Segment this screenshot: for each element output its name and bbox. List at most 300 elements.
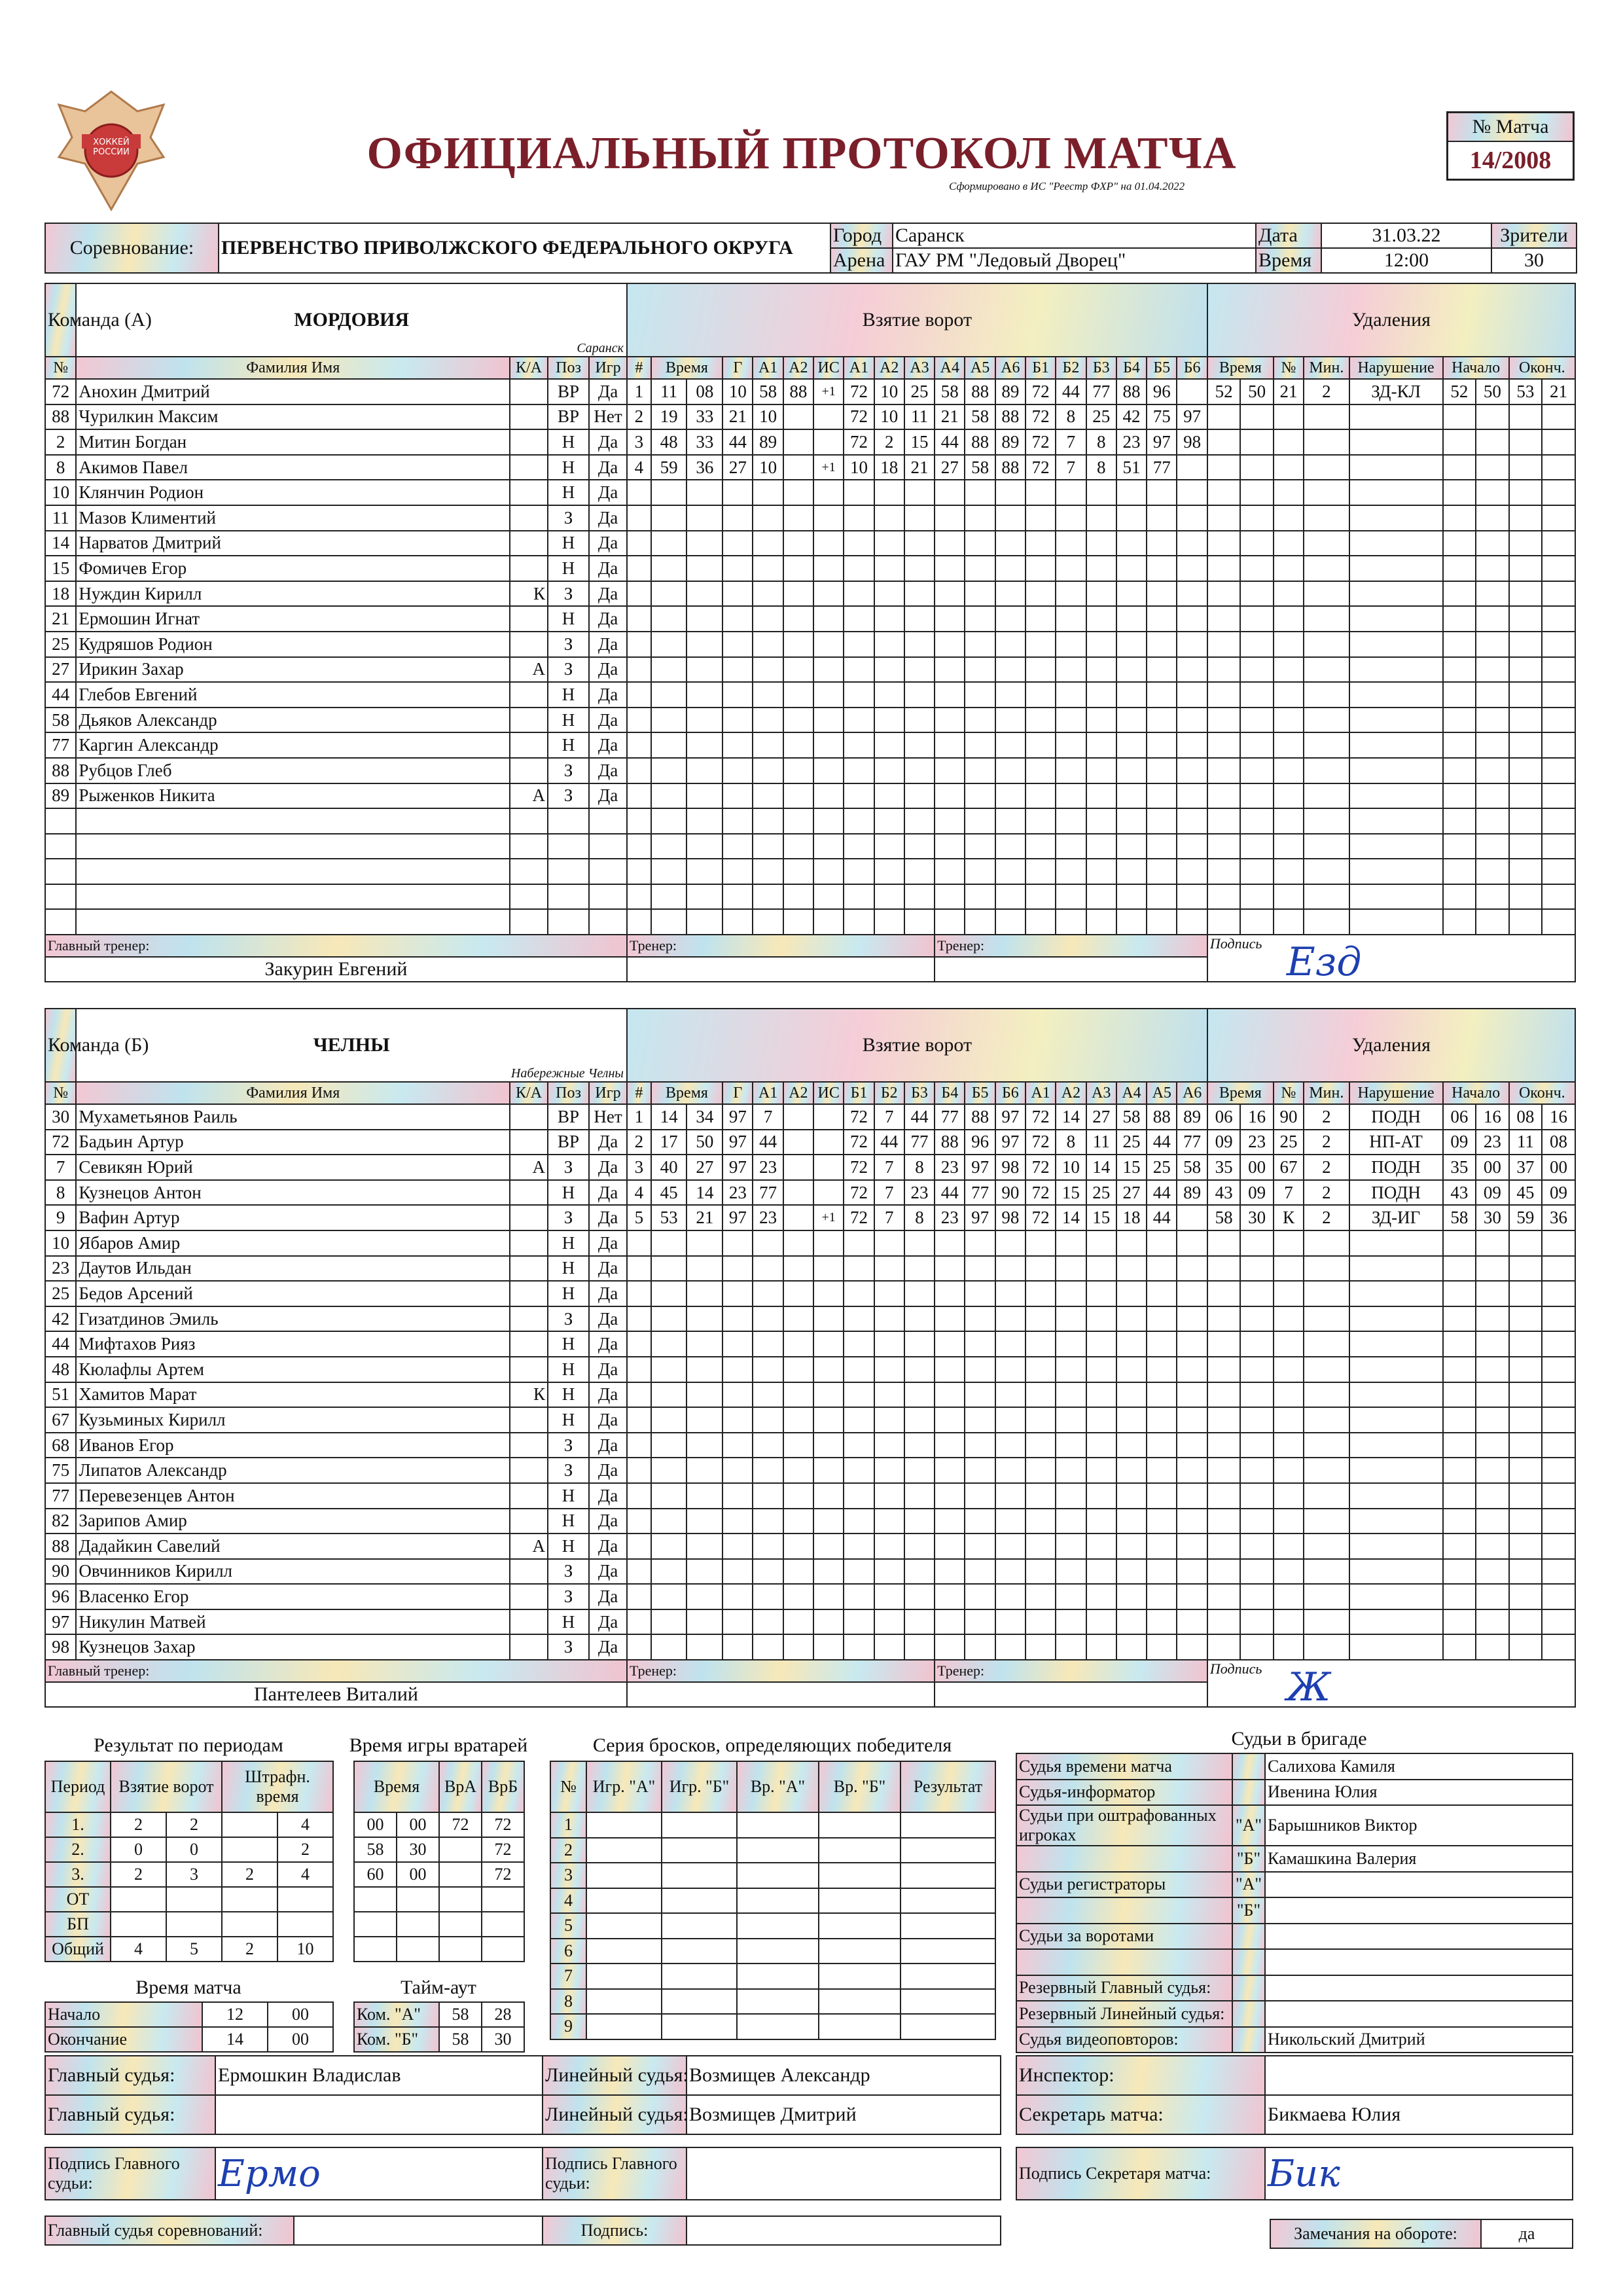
team_a-goal-cell xyxy=(783,455,813,480)
team_a-player-cell: Да xyxy=(589,657,627,683)
team_b-goal-cell xyxy=(1056,1534,1086,1559)
team_b-goal-cell: 8 xyxy=(1056,1130,1086,1155)
team_b-player-cell: 8 xyxy=(45,1180,76,1206)
team_b-row xyxy=(45,1205,1575,1230)
team_a-pen-cell xyxy=(1304,783,1349,809)
team_a-goal-cell xyxy=(1056,657,1086,683)
officials-cell: "Б" xyxy=(1232,1897,1265,1924)
team_b-pen-cell xyxy=(1207,1407,1240,1433)
team_b-pen-cell xyxy=(1304,1357,1349,1382)
team_a-goal-cell xyxy=(1056,480,1086,505)
team_b-pen-cell xyxy=(1443,1230,1476,1256)
team_b-goal-cell xyxy=(995,1331,1026,1357)
spectators-label: Зрители xyxy=(1491,223,1577,248)
team_b-pen-cell: 06 xyxy=(1443,1104,1476,1130)
team_b-pen-cell xyxy=(1509,1609,1542,1635)
team_b-goal-cell xyxy=(874,1634,904,1660)
team_b-goal-cell: 14 xyxy=(687,1180,722,1206)
team_b-goal-cell: 72 xyxy=(1026,1180,1056,1206)
team_b-goal-cell xyxy=(687,1407,722,1433)
team_b-goal-cell xyxy=(783,1306,813,1332)
team_a-goal-cell xyxy=(627,505,651,531)
team_b-goal-cell xyxy=(965,1458,995,1483)
team_b-player-cell: Да xyxy=(589,1281,627,1306)
team_b-pen-cell: 00 xyxy=(1542,1155,1575,1180)
team_a-goal-cell xyxy=(813,708,844,733)
team_b-col-goal-9: Б4 xyxy=(935,1082,965,1104)
team_a-pen-cell xyxy=(1443,632,1476,657)
team_a-goal-cell xyxy=(1116,859,1147,884)
team_b-pen-cell xyxy=(1542,1458,1575,1483)
team_b-pen-cell: 67 xyxy=(1274,1155,1304,1180)
team_a-goal-cell xyxy=(1147,657,1177,683)
team_b-goal-cell xyxy=(651,1509,687,1534)
team_b-goal-cell: 5 xyxy=(627,1205,651,1230)
team_a-goal-cell: 88 xyxy=(995,455,1026,480)
team_a-goal-cell xyxy=(687,581,722,607)
team_a-player-cell: Н xyxy=(548,606,589,632)
team_a-goal-cell xyxy=(1026,808,1056,834)
team_a-goal-cell xyxy=(1177,808,1207,834)
team_b-goal-cell: 15 xyxy=(1116,1155,1147,1180)
team_b-row xyxy=(45,1609,1575,1635)
team_b-pen-cell: К xyxy=(1274,1205,1304,1230)
team_a-pen-cell xyxy=(1240,808,1273,834)
team_a-pen-cell xyxy=(1207,732,1240,758)
team_a-pen-cell xyxy=(1207,682,1240,708)
team_a-goal-cell xyxy=(1147,682,1177,708)
inspector-table xyxy=(1016,2055,1573,2135)
team_b-goal-cell xyxy=(783,1382,813,1408)
team_a-player-cell: Да xyxy=(589,708,627,733)
officials-cell: Судьи регистраторы xyxy=(1016,1872,1232,1898)
team_b-goal-cell xyxy=(813,1609,844,1635)
team_b-player-cell xyxy=(510,1433,548,1458)
match-time-table xyxy=(45,2001,334,2053)
team_b-pen-cell xyxy=(1443,1609,1476,1635)
team_b-goal-cell xyxy=(965,1230,995,1256)
team_a-pen-cell xyxy=(1509,632,1542,657)
goalie-time-cell: 00 xyxy=(397,1812,439,1837)
team_b-player-cell: Н xyxy=(548,1256,589,1282)
team_a-goal-cell: 97 xyxy=(1147,429,1177,455)
team_b-pen-cell xyxy=(1542,1634,1575,1660)
team_a-pen-cell xyxy=(1349,505,1443,531)
team_a-goal-cell xyxy=(783,606,813,632)
team_a-goal-cell xyxy=(651,480,687,505)
team_a-goal-cell xyxy=(651,581,687,607)
team_b-goal-cell xyxy=(687,1281,722,1306)
team_b-signature-cell xyxy=(1207,1660,1575,1711)
team_b-pen-cell xyxy=(1240,1306,1273,1332)
team_b-row xyxy=(45,1584,1575,1609)
team_b-col-goal-11: Б6 xyxy=(995,1082,1026,1104)
team_b-pen-cell: 25 xyxy=(1274,1130,1304,1155)
team_b-player-cell: Да xyxy=(589,1433,627,1458)
team_b-goal-cell: 77 xyxy=(965,1180,995,1206)
team_a-goal-cell xyxy=(627,732,651,758)
periods-cell: 2 xyxy=(277,1837,333,1862)
officials-cell xyxy=(1232,1924,1265,1950)
team_a-goal-cell xyxy=(904,581,935,607)
team_a-goal-cell xyxy=(995,732,1026,758)
team_b-pen-cell: НП-АТ xyxy=(1349,1130,1443,1155)
team_b-goal-cell xyxy=(687,1331,722,1357)
team_a-pen-cell xyxy=(1476,758,1508,783)
team_a-pen-cell xyxy=(1542,783,1575,809)
team_a-table xyxy=(45,283,1576,986)
team_a-goal-cell xyxy=(965,606,995,632)
officials-cell xyxy=(1016,1897,1232,1924)
team_b-player-cell: Н xyxy=(548,1407,589,1433)
team_b-pen-cell xyxy=(1207,1306,1240,1332)
team_b-goal-cell xyxy=(935,1483,965,1509)
team_a-pen-cell xyxy=(1476,505,1508,531)
team_b-pen-cell xyxy=(1443,1281,1476,1306)
shootout-cell xyxy=(737,1939,819,1964)
team_a-goal-cell xyxy=(1086,657,1116,683)
team_b-goal-cell xyxy=(753,1559,783,1585)
team_a-goal-cell: 96 xyxy=(1147,379,1177,404)
team_a-goal-cell: 21 xyxy=(935,404,965,430)
team_a-goal-cell xyxy=(1116,909,1147,935)
team_b-goal-cell: 40 xyxy=(651,1155,687,1180)
team_a-player-cell: Н xyxy=(548,480,589,505)
team_b-row xyxy=(45,1433,1575,1458)
team_b-pen-cell: 06 xyxy=(1207,1104,1240,1130)
officials-title: Судьи в бригаде xyxy=(1231,1728,1367,1749)
team_b-goal-cell: 4 xyxy=(627,1180,651,1206)
team_a-player-cell xyxy=(548,884,589,910)
team_b-row xyxy=(45,1483,1575,1509)
team_a-goal-cell xyxy=(1177,505,1207,531)
goalie-head-b: ВрБ xyxy=(482,1761,524,1812)
team_b-goal-cell xyxy=(1116,1357,1147,1382)
team_a-pen-cell xyxy=(1240,480,1273,505)
team_a-goal-cell: 58 xyxy=(965,404,995,430)
team_b-player-cell: Н xyxy=(548,1534,589,1559)
shootout-cell xyxy=(819,1812,901,1838)
comp-judge-label: Главный судья соревнований: xyxy=(45,2216,294,2245)
team_b-pen-cell xyxy=(1476,1281,1508,1306)
team_a-goal-cell xyxy=(1056,808,1086,834)
team_b-pen-cell xyxy=(1304,1483,1349,1509)
team_b-goal-cell xyxy=(935,1509,965,1534)
team_b-player-cell: Мифтахов Рияз xyxy=(76,1331,510,1357)
team_b-pen-cell xyxy=(1349,1306,1443,1332)
team_b-goal-cell xyxy=(965,1357,995,1382)
team_a-goal-cell xyxy=(1116,732,1147,758)
team_a-pen-cell xyxy=(1207,480,1240,505)
team_a-goal-cell xyxy=(753,531,783,556)
team_a-goal-cell xyxy=(1086,758,1116,783)
team_b-goal-cell: 14 xyxy=(1086,1155,1116,1180)
team_b-goal-cell xyxy=(995,1458,1026,1483)
team_b-goal-cell: 23 xyxy=(935,1155,965,1180)
team_b-coach-label-1: Тренер: xyxy=(627,1660,935,1682)
officials-cell: Судья видеоповторов: xyxy=(1016,2027,1232,2053)
team_b-goal-cell xyxy=(874,1382,904,1408)
periods-cell: 0 xyxy=(111,1837,166,1862)
team_a-pen-cell xyxy=(1207,808,1240,834)
team_b-row xyxy=(45,1104,1575,1130)
team_b-player-cell: Липатов Александр xyxy=(76,1458,510,1483)
team_b-goal-cell xyxy=(844,1357,874,1382)
team_b-goal-cell xyxy=(1056,1331,1086,1357)
team_a-pen-cell xyxy=(1542,834,1575,859)
team_b-pen-cell xyxy=(1509,1407,1542,1433)
team_b-goal-cell xyxy=(904,1559,935,1585)
team_a-pen-cell xyxy=(1476,808,1508,834)
team_a-goal-cell xyxy=(904,909,935,935)
team_a-goal-cell: 23 xyxy=(1116,429,1147,455)
team_b-pen-cell xyxy=(1304,1458,1349,1483)
team_b-player-cell: З xyxy=(548,1634,589,1660)
periods-cell xyxy=(222,1887,277,1912)
team_a-goal-cell xyxy=(627,632,651,657)
team_b-goal-cell xyxy=(813,1559,844,1585)
team_a-goal-cell xyxy=(1086,632,1116,657)
team_b-goal-cell: 45 xyxy=(651,1180,687,1206)
team_a-goal-cell xyxy=(651,909,687,935)
team_b-col-pen-2: Мин. xyxy=(1304,1082,1349,1104)
remarks-table xyxy=(1270,2219,1573,2249)
team_a-goal-cell xyxy=(813,632,844,657)
team_b-col-goal-17: А6 xyxy=(1177,1082,1207,1104)
team_b-goal-cell: 11 xyxy=(1086,1130,1116,1155)
team_b-goal-cell xyxy=(722,1357,753,1382)
team_a-player-cell: 72 xyxy=(45,379,76,404)
remarks-label: Замечания на обороте: xyxy=(1270,2219,1481,2248)
team_a-goal-cell xyxy=(1086,556,1116,581)
team_b-goal-cell xyxy=(783,1534,813,1559)
team_b-pen-cell xyxy=(1274,1331,1304,1357)
team_a-goal-cell xyxy=(874,732,904,758)
goalie-time-cell xyxy=(397,1937,439,1962)
team_b-goal-cell xyxy=(844,1559,874,1585)
team_a-row xyxy=(45,783,1575,809)
team_b-goal-cell xyxy=(783,1104,813,1130)
team_b-row xyxy=(45,1534,1575,1559)
team_b-pen-cell xyxy=(1240,1559,1273,1585)
team_a-goal-cell xyxy=(965,909,995,935)
team_b-goal-cell xyxy=(687,1357,722,1382)
team_b-goal-cell: 98 xyxy=(995,1205,1026,1230)
team_b-goal-cell xyxy=(813,1306,844,1332)
team_a-goal-cell: 7 xyxy=(1056,429,1086,455)
team_a-goal-cell xyxy=(687,480,722,505)
team_b-goal-cell xyxy=(995,1407,1026,1433)
team_a-goal-cell: 88 xyxy=(965,379,995,404)
team_b-player-cell: Да xyxy=(589,1584,627,1609)
team_b-player-cell: Да xyxy=(589,1357,627,1382)
team_a-goal-cell xyxy=(1086,909,1116,935)
team_b-pen-cell: 35 xyxy=(1443,1155,1476,1180)
team_b-goal-cell xyxy=(965,1433,995,1458)
team_b-goal-cell: 44 xyxy=(1147,1205,1177,1230)
team_a-pen-cell xyxy=(1207,909,1240,935)
team_a-pen-cell xyxy=(1304,429,1349,455)
team_a-goal-cell xyxy=(874,884,904,910)
officials-cell xyxy=(1016,1846,1232,1872)
team_b-goal-cell xyxy=(874,1407,904,1433)
team_b-goal-cell xyxy=(904,1509,935,1534)
team_a-col-player-0: № xyxy=(45,357,76,379)
team_a-pen-cell xyxy=(1240,606,1273,632)
team_a-goal-cell xyxy=(1116,556,1147,581)
team_b-pen-cell xyxy=(1349,1559,1443,1585)
team_b-goal-cell xyxy=(783,1180,813,1206)
team_b-player-cell: Никулин Матвей xyxy=(76,1609,510,1635)
officials-cell xyxy=(1016,1949,1232,1975)
team_b-head-coach-label: Главный тренер: xyxy=(45,1660,627,1682)
team_b-goal-cell: 58 xyxy=(1177,1155,1207,1180)
team_b-pen-cell: 45 xyxy=(1509,1180,1542,1206)
team_a-name: МОРДОВИЯ xyxy=(294,309,410,331)
team_b-goal-cell xyxy=(965,1509,995,1534)
team_b-goal-cell xyxy=(1116,1559,1147,1585)
team_a-player-cell: Н xyxy=(548,455,589,480)
team_b-goal-cell xyxy=(1056,1230,1086,1256)
team_b-pen-cell: 16 xyxy=(1476,1104,1508,1130)
team_a-goal-cell: 1 xyxy=(627,379,651,404)
team_a-goal-cell xyxy=(995,505,1026,531)
team_b-player-cell: 90 xyxy=(45,1559,76,1585)
team_b-pen-cell xyxy=(1207,1281,1240,1306)
team_b-goal-cell xyxy=(627,1483,651,1509)
team_b-pen-cell xyxy=(1240,1584,1273,1609)
team_a-goal-cell xyxy=(813,783,844,809)
team_a-goal-cell xyxy=(874,606,904,632)
periods-cell: 4 xyxy=(111,1937,166,1962)
arena-label: Арена xyxy=(830,248,893,273)
team_b-goal-cell xyxy=(935,1230,965,1256)
team_b-goal-cell xyxy=(1116,1230,1147,1256)
team_a-player-cell: 25 xyxy=(45,632,76,657)
team_b-player-cell: 68 xyxy=(45,1433,76,1458)
match-end-hour: 14 xyxy=(202,2027,268,2052)
team_a-pen-cell xyxy=(1304,758,1349,783)
team_a-goal-cell: 10 xyxy=(753,455,783,480)
team_a-goal-cell xyxy=(904,531,935,556)
team_a-pen-cell xyxy=(1240,632,1273,657)
team_a-goal-cell: 8 xyxy=(1056,404,1086,430)
team_a-goal-cell xyxy=(627,909,651,935)
team_a-pen-cell xyxy=(1476,429,1508,455)
team_b-pen-cell xyxy=(1274,1256,1304,1282)
team_b-goal-cell: 96 xyxy=(965,1130,995,1155)
team_b-goal-cell xyxy=(813,1357,844,1382)
officials-cell: "А" xyxy=(1232,1805,1265,1846)
team_a-coach-1 xyxy=(627,957,935,982)
team_a-goal-cell xyxy=(813,859,844,884)
team_b-player-cell: ВР xyxy=(548,1104,589,1130)
team_a-pen-cell xyxy=(1542,657,1575,683)
team_b-goal-cell: 2 xyxy=(627,1130,651,1155)
shootout-cell xyxy=(586,1989,662,2015)
main-referee-2 xyxy=(215,2095,543,2134)
team_b-goal-cell: 15 xyxy=(1086,1205,1116,1230)
team_a-goal-cell xyxy=(783,859,813,884)
inspector-label: Инспектор: xyxy=(1016,2056,1265,2095)
goalie-time-cell: 72 xyxy=(482,1837,524,1862)
team_a-goal-cell: +1 xyxy=(813,455,844,480)
team_b-goal-cell xyxy=(874,1534,904,1559)
team_a-row xyxy=(45,682,1575,708)
team_a-player-cell: Н xyxy=(548,708,589,733)
team_a-goal-cell xyxy=(1086,531,1116,556)
team_b-goal-cell: 23 xyxy=(753,1205,783,1230)
team_b-col-goal-8: Б3 xyxy=(904,1082,935,1104)
team_b-player-cell: З xyxy=(548,1155,589,1180)
team_b-goal-cell xyxy=(1116,1306,1147,1332)
goalie-time-cell xyxy=(439,1837,482,1862)
team_b-pen-cell xyxy=(1207,1357,1240,1382)
team_a-pen-cell xyxy=(1476,480,1508,505)
team_b-col-goal-4: А2 xyxy=(783,1082,813,1104)
team_a-pen-cell xyxy=(1542,758,1575,783)
team_a-goal-cell xyxy=(874,783,904,809)
team_b-goal-cell xyxy=(1026,1230,1056,1256)
periods-cell xyxy=(222,1912,277,1937)
team_a-goal-cell xyxy=(627,808,651,834)
team_a-player-cell: Митин Богдан xyxy=(76,429,510,455)
team_b-pen-cell: 2 xyxy=(1304,1104,1349,1130)
team_a-pen-cell xyxy=(1304,909,1349,935)
team_b-goal-cell xyxy=(1177,1306,1207,1332)
team_b-pen-cell: 58 xyxy=(1207,1205,1240,1230)
team_b-goal-cell: 72 xyxy=(1026,1155,1056,1180)
team_b-goal-cell xyxy=(874,1306,904,1332)
shootout-cell xyxy=(586,1964,662,1989)
team_a-col-pen-2: Мин. xyxy=(1304,357,1349,379)
team_b-pen-cell: 2 xyxy=(1304,1155,1349,1180)
team_a-goal-cell xyxy=(874,834,904,859)
team_b-coach-2 xyxy=(935,1682,1207,1707)
team_a-pen-cell xyxy=(1349,657,1443,683)
team_a-player-cell xyxy=(548,909,589,935)
team_a-goal-cell xyxy=(844,783,874,809)
team_a-player-cell: Н xyxy=(548,531,589,556)
team_b-goal-cell: 72 xyxy=(844,1130,874,1155)
team_a-pen-cell xyxy=(1509,808,1542,834)
team_b-name-cell xyxy=(76,1009,627,1082)
team_b-goal-cell xyxy=(904,1584,935,1609)
team_b-goal-cell xyxy=(722,1634,753,1660)
team_b-goal-cell xyxy=(874,1509,904,1534)
team_a-goal-cell: 44 xyxy=(935,429,965,455)
team_a-row xyxy=(45,708,1575,733)
team_b-pen-cell: 43 xyxy=(1207,1180,1240,1206)
team_a-player-cell xyxy=(510,708,548,733)
goalie-head-time: Время xyxy=(354,1761,439,1812)
team_b-player-cell: 42 xyxy=(45,1306,76,1332)
team_a-pen-cell xyxy=(1509,505,1542,531)
team_b-goal-cell xyxy=(1026,1609,1056,1635)
team_b-player-cell: Овчинников Кирилл xyxy=(76,1559,510,1585)
team_b-goal-cell xyxy=(753,1281,783,1306)
team_a-goal-cell xyxy=(687,758,722,783)
team_a-pen-cell xyxy=(1274,404,1304,430)
team_b-pen-cell xyxy=(1349,1458,1443,1483)
team_b-goal-cell xyxy=(1026,1407,1056,1433)
team_a-goal-cell xyxy=(935,732,965,758)
team_b-goal-cell xyxy=(813,1331,844,1357)
periods-cell xyxy=(277,1887,333,1912)
periods-cell: 4 xyxy=(277,1812,333,1837)
team_a-goal-cell xyxy=(783,909,813,935)
team_b-player-cell xyxy=(510,1483,548,1509)
